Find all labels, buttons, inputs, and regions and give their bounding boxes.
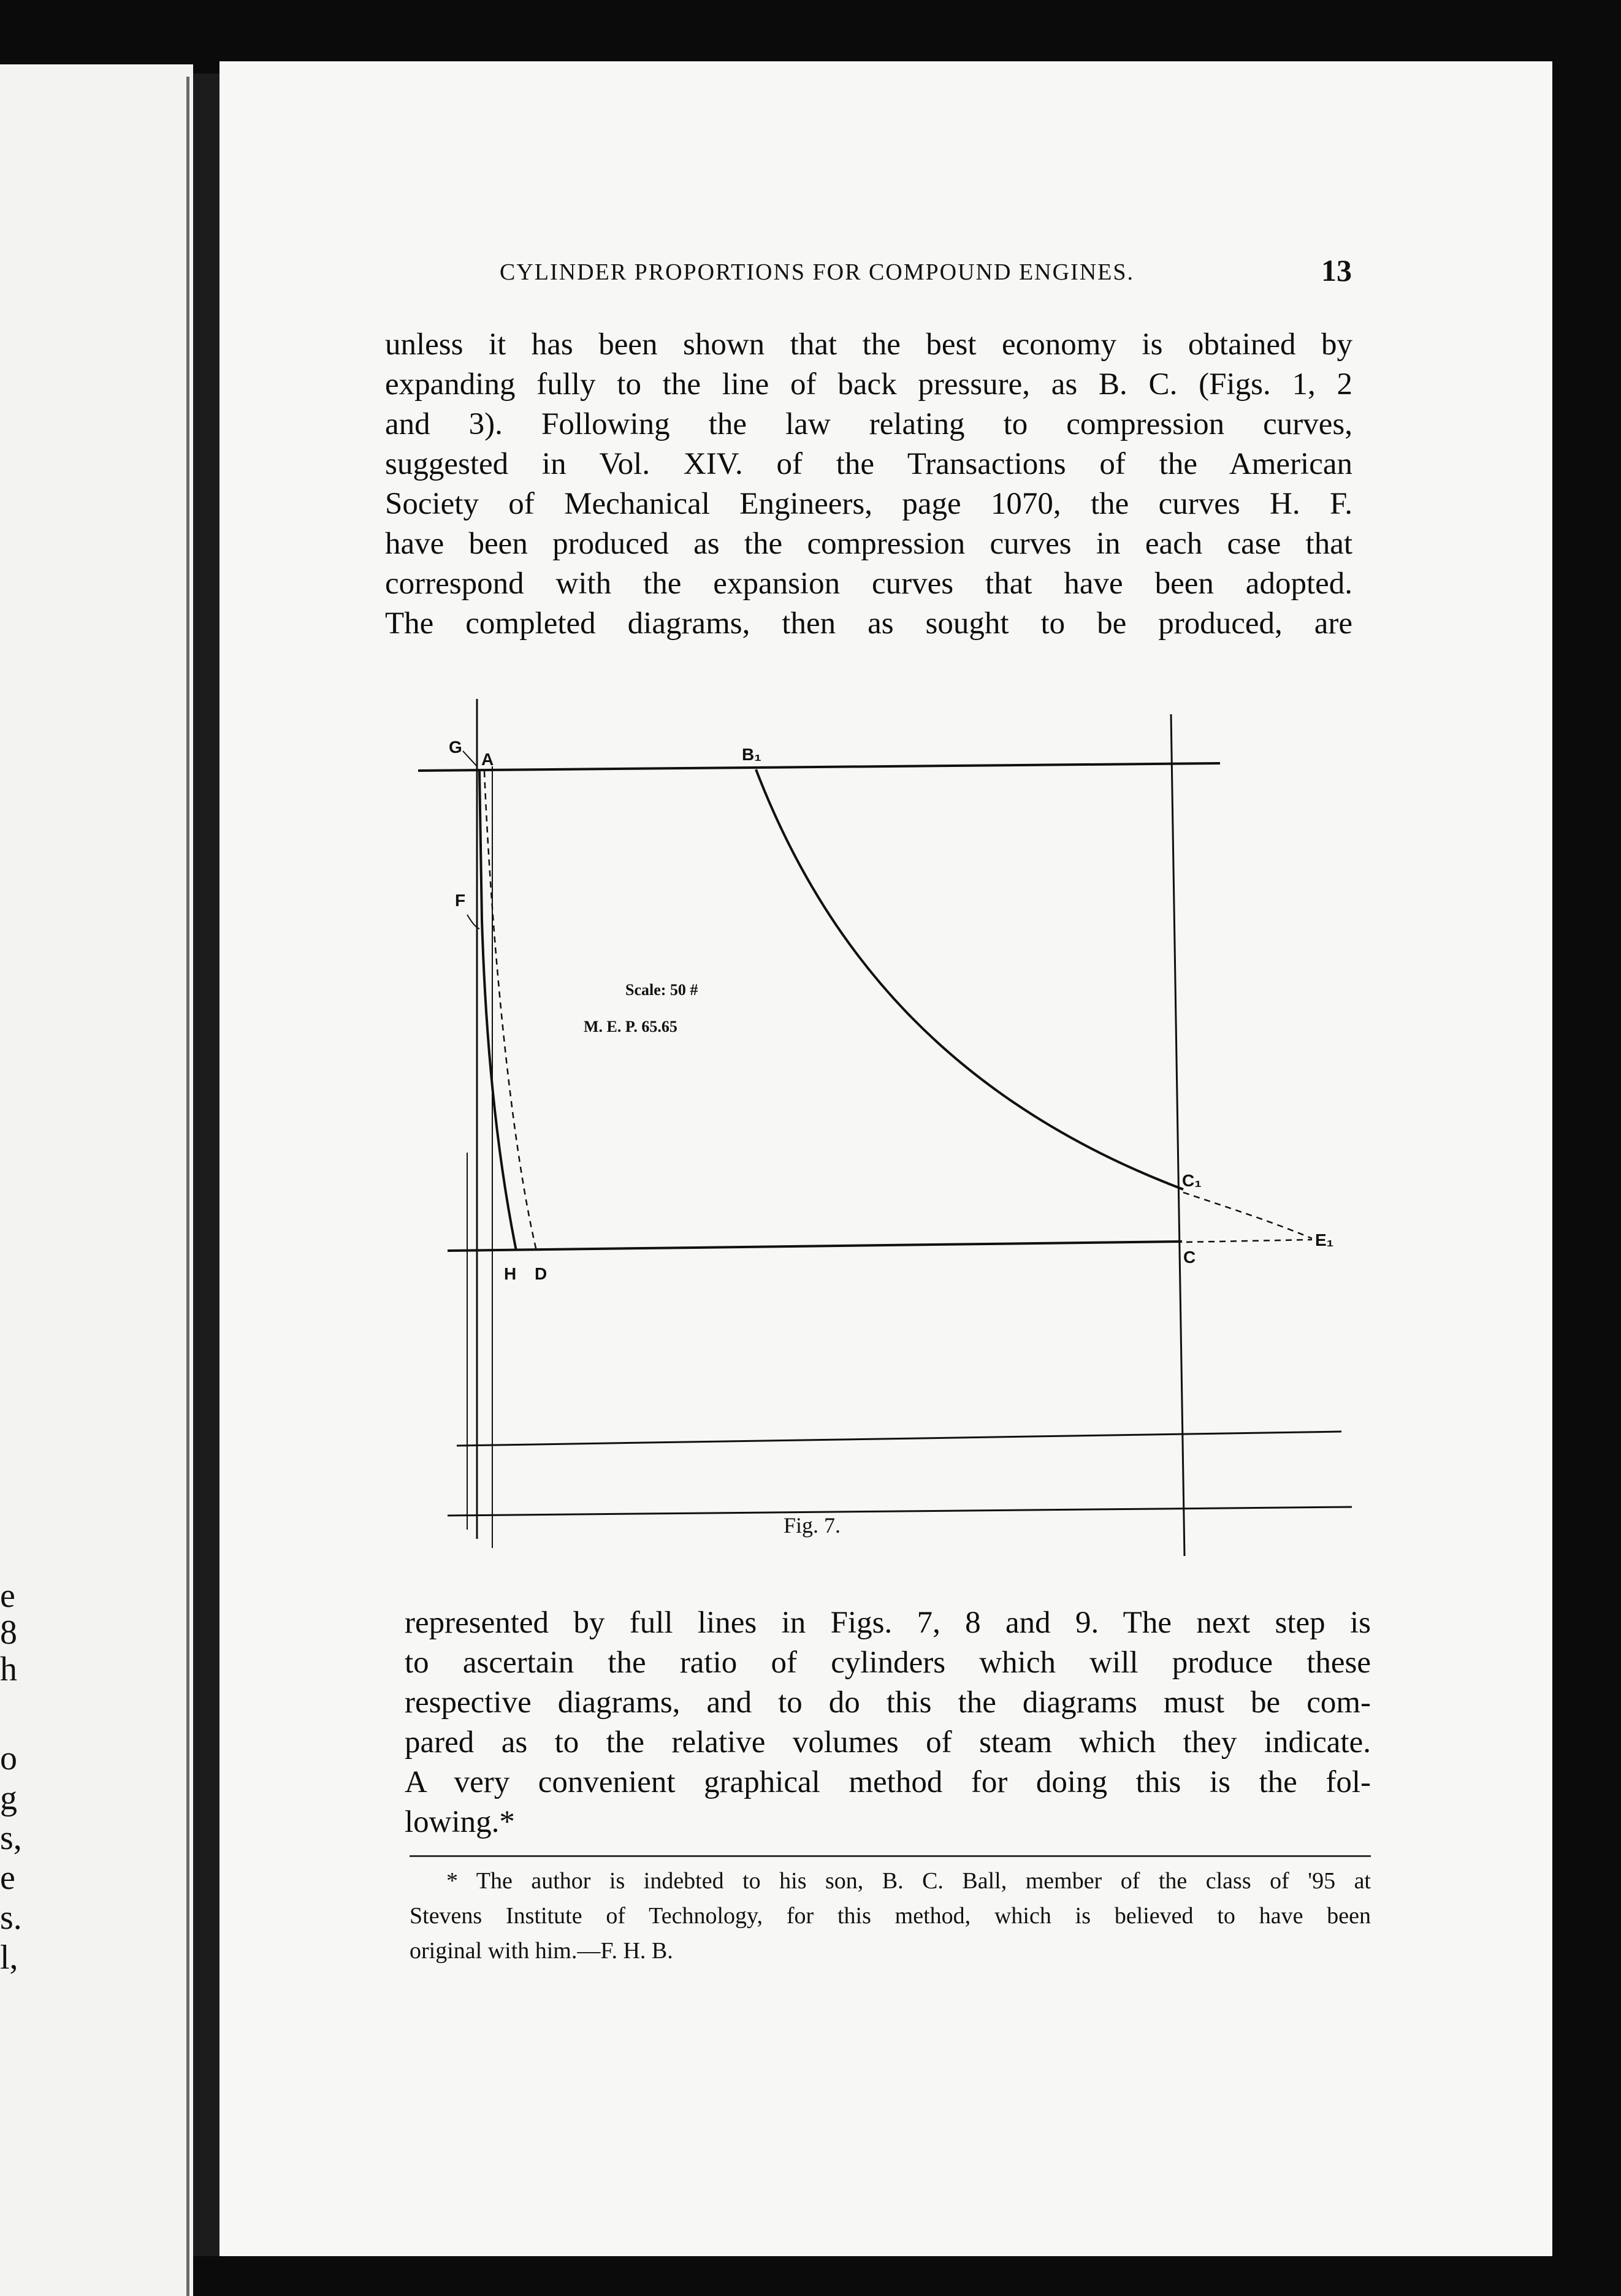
left-page-fragment: l, — [0, 1939, 18, 1977]
label-a: A — [481, 750, 494, 769]
label-f: F — [455, 891, 466, 910]
text-line: have been produced as the compression curves in each case that — [385, 527, 1352, 561]
top-horizontal-line — [418, 763, 1220, 771]
text-line: lowing.* — [405, 1805, 515, 1839]
footnote-rule — [410, 1855, 1371, 1857]
left-page-fragment: h — [0, 1650, 17, 1688]
figure-caption: Fig. 7. — [784, 1513, 841, 1538]
back-pressure-line — [448, 1241, 1182, 1251]
label-c1: C₁ — [1182, 1171, 1202, 1190]
label-b1: B₁ — [742, 745, 761, 764]
g-pointer — [463, 751, 477, 766]
dashed-curve-c1e1 — [1183, 1192, 1312, 1238]
label-e1: E₁ — [1315, 1230, 1334, 1249]
text-line: A very convenient graphical method for doing this is the fol- — [405, 1765, 1371, 1799]
mep-note: M. E. P. 65.65 — [584, 1018, 677, 1035]
text-line: respective diagrams, and to do this the diagrams must be com- — [405, 1685, 1371, 1720]
scale-note: Scale: 50 # — [625, 981, 698, 999]
left-page-fragment: g — [0, 1779, 17, 1817]
left-page-fragment: s. — [0, 1899, 22, 1937]
left-page-fragment: e — [0, 1577, 15, 1615]
left-page-fragment: e — [0, 1859, 15, 1897]
text-line: suggested in Vol. XIV. of the Transactions of the American — [385, 447, 1352, 481]
text-line: expanding fully to the line of back pressure, as B. C. (Figs. 1, 2 — [385, 367, 1352, 402]
footnote — [410, 1864, 1371, 1969]
text-line: pared as to the relative volumes of steam which they indicate. — [405, 1725, 1371, 1760]
paragraph-bottom — [405, 1603, 1371, 1842]
expansion-curve-b1c1 — [756, 769, 1183, 1189]
dashed-line-ce1 — [1186, 1240, 1312, 1242]
label-c: C — [1183, 1248, 1196, 1267]
text-line: Society of Mechanical Engineers, page 1070, the curves H. F. — [385, 487, 1352, 521]
compression-curve-hf — [479, 771, 516, 1251]
lower-reference-line-2 — [448, 1507, 1352, 1516]
footnote-line: * The author is indebted to his son, B. C. Ball, member of the class of '95 at — [446, 1868, 1371, 1894]
left-page-fragment: s, — [0, 1819, 22, 1857]
label-g: G — [449, 738, 462, 757]
lower-reference-line-1 — [457, 1432, 1341, 1446]
text-line: The completed diagrams, then as sought to be produced, are — [385, 606, 1352, 641]
text-line: correspond with the expansion curves that have been adopted. — [385, 566, 1352, 601]
text-line: and 3). Following the law relating to compression curves, — [385, 407, 1352, 441]
page-number: 13 — [1321, 253, 1352, 288]
text-line: unless it has been shown that the best economy is obtained by — [385, 327, 1352, 362]
footnote-line: Stevens Institute of Technology, for this method, which is believed to have been — [410, 1903, 1371, 1929]
left-page-fragment: o — [0, 1739, 17, 1777]
label-d: D — [535, 1264, 547, 1283]
text-line: to ascertain the ratio of cylinders which will produce these — [405, 1646, 1371, 1680]
left-page-fragment: 8 — [0, 1614, 17, 1652]
footnote-line: original with him.—F. H. B. — [410, 1938, 673, 1964]
right-vertical-line — [1171, 714, 1184, 1556]
running-head: CYLINDER PROPORTIONS FOR COMPOUND ENGINES. — [500, 259, 1134, 285]
text-line: represented by full lines in Figs. 7, 8 and 9. The next step is — [405, 1606, 1371, 1640]
label-h: H — [504, 1264, 517, 1283]
